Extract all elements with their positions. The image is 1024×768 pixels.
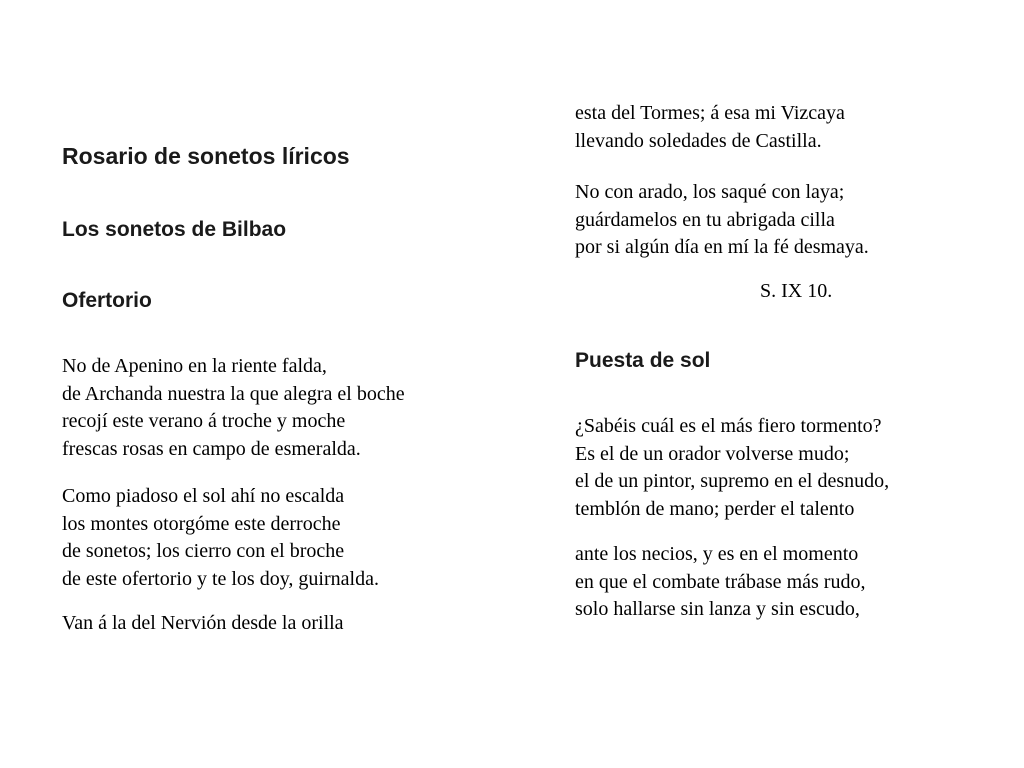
poem-line: guárdamelos en tu abrigada cilla	[575, 208, 835, 231]
attribution-line: S. IX 10.	[760, 280, 833, 302]
poem-line: temblón de mano; perder el talento	[575, 497, 855, 520]
poem-line: Es el de un orador volverse mudo;	[575, 442, 850, 465]
book-title-heading: Rosario de sonetos líricos	[62, 143, 350, 169]
poem-stanza	[575, 179, 869, 262]
left-column	[62, 0, 512, 768]
poem-line: frescas rosas en campo de esmeralda.	[62, 437, 361, 460]
poem-title-puesta-de-sol: Puesta de sol	[575, 349, 711, 372]
poem-stanza	[62, 353, 405, 463]
poem-line: de Archanda nuestra la que alegra el boche	[62, 382, 405, 405]
poem-stanza	[62, 610, 344, 638]
poem-line: recojí este verano á troche y moche	[62, 410, 346, 432]
poem-title-ofertorio: Ofertorio	[62, 289, 152, 312]
poem-line: de sonetos; los cierro con el broche	[62, 540, 345, 562]
poem-stanza	[575, 413, 889, 523]
collection-title-heading: Los sonetos de Bilbao	[62, 218, 287, 241]
poem-line: Como piadoso el sol ahí no escalda	[62, 485, 345, 507]
poem-line: esta del Tormes; á esa mi Vizcaya	[575, 102, 845, 124]
poem-line: No de Apenino en la riente falda,	[62, 355, 327, 377]
poem-line: de este ofertorio y te los doy, guirnalda.	[62, 567, 379, 590]
poem-line: en que el combate trábase más rudo,	[575, 570, 866, 593]
poem-line: ¿Sabéis cuál es el más fiero tormento?	[575, 415, 882, 437]
poem-line: llevando soledades de Castilla.	[575, 129, 822, 152]
right-column	[575, 0, 975, 768]
poem-stanza	[575, 541, 865, 624]
poem-stanza	[62, 483, 379, 593]
poem-line: Van á la del Nervión desde la orilla	[62, 612, 344, 634]
poem-line: el de un pintor, supremo en el desnudo,	[575, 470, 890, 492]
poem-line: No con arado, los saqué con laya;	[575, 181, 845, 203]
poem-line: ante los necios, y es en el momento	[575, 543, 859, 565]
poem-line: solo hallarse sin lanza y sin escudo,	[575, 598, 860, 620]
poem-stanza	[575, 100, 845, 155]
poem-line: por si algún día en mí la fé desmaya.	[575, 236, 869, 258]
poem-line: los montes otorgóme este derroche	[62, 512, 341, 535]
